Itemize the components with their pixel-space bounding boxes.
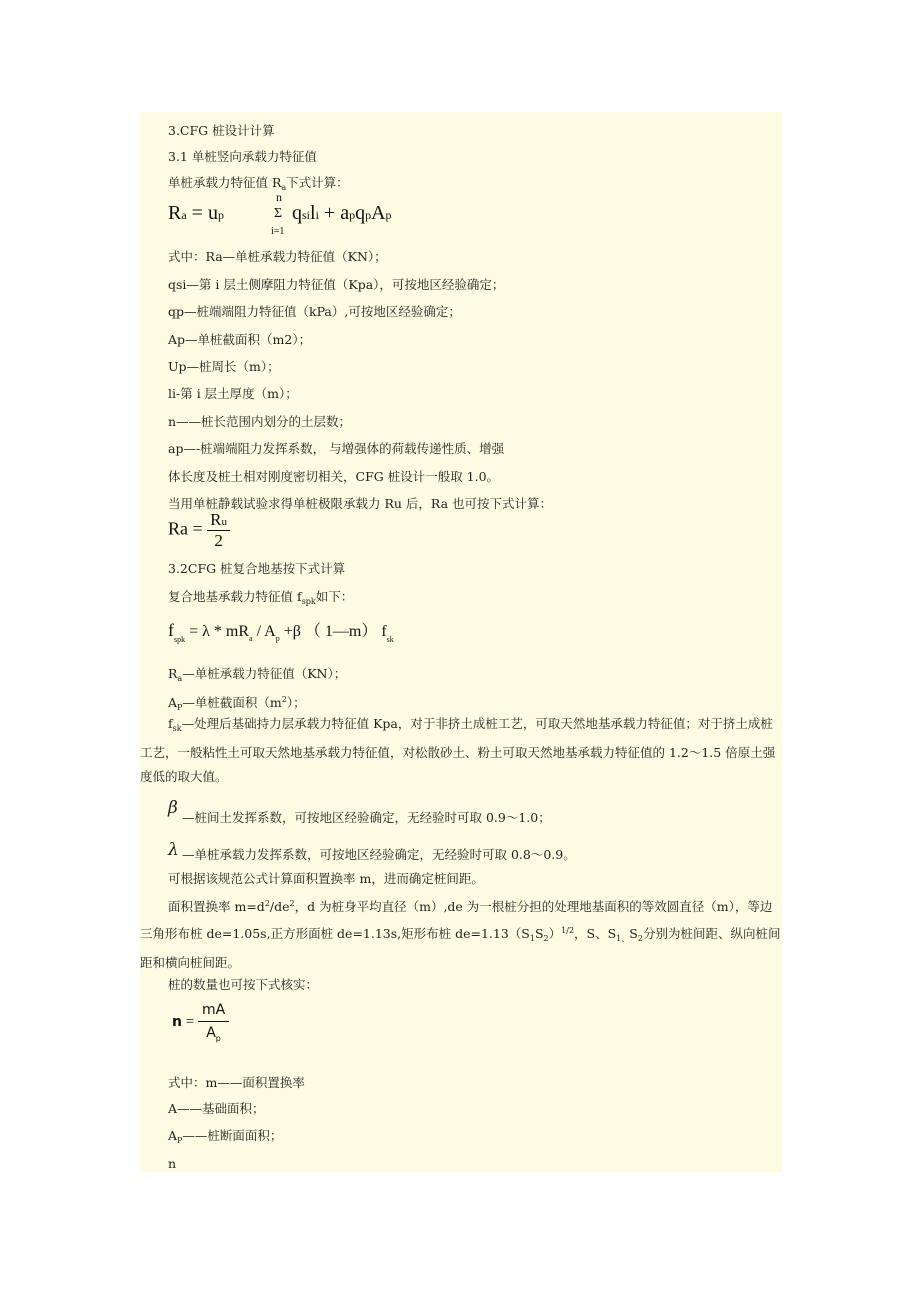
text-line: 当用单桩静载试验求得单桩极限承载力 Ru 后，Ra 也可按下式计算： bbox=[168, 496, 553, 511]
text-line: 复合地基承载力特征值 $f_{spk}$如下： bbox=[168, 589, 354, 606]
document-page: 3.CFG 桩设计计算 3.1 单桩竖向承载力特征值 单桩承载力特征值 $R_a$下式计算： Ra = up n Σ i=1 qsili + apqpAp 式中：Ra—单桩承载力特征值（KN）； qsi—第 i 层土侧摩阻力特征值（Kpa），可按地区经验确定； qp—桩端端阻力特征值（kPa）,可按地区经验确定； Ap—单桩截面积（m2）； Up—桩周长（m）； li-第 i 层土厚度（m）； n——桩长范围内划分的土层数； ap—-桩端端阻力发挥系数， 与增强体的荷载传递性质、增强 体长度及桩土相对刚度密切相关，CFG 桩设计一般取 1.0。 当用单桩静载试验求得单桩极限承载力 Ru 后，Ra 也可按下式计算： Ra = $\frac{Ru}{2}$ 3.2CFG 桩复合地基按下式计算 复合地基承载力特征值 $f_{spk}$如下： $f_{spk} = \lambda * mR_a / A_p +\beta$ （ 1—m） $f_{sk}$ $R_a—$单桩承载力特征值（KN）； $A_P—$单桩截面积$(m^2)$； $f_{sk}—$处理后基础持力层承载力特征值 Kpa，对于非挤土成桩工艺，可取天然地基承载力特征值；对于挤土成桩工艺，一般粘性土可取天然地基承载力特征值，对松散砂土、粉土可取天然地基承载力特征值的 1.2～1.5 倍原土强度低的取大值。 β —桩间土发挥系数，可按地区经验确定，无经验时可取 0.9～1.0； λ —单桩承载力发挥系数，可按地区经验确定，无经验时可取 0.8～0.9。 可根据该规范公式计算面积置换率 m，进而确定桩间距。 面积置换率 $m=d^2/de^2$，d 为桩身平均直径（m）,de 为一根桩分担的处理地基面积的等效圆直径（m），等边三角形布桩 de=1.05s,正方形面桩 de=1.13s,矩形布桩 $de=1.13(S_1S_2)^{1/2}$，S、$S_{1、}S_2$分别为桩间距、纵向桩间距和横向桩间距。 桩的数量也可按下式核实： n = $\frac{mA}{A_p}$ 式中：m——面积置换率 A——基础面积； $A_P——$桩断面面积； n bbox=[140, 112, 782, 1172]
section-heading-3-1: 3.1 单桩竖向承载力特征值 bbox=[168, 149, 317, 164]
def-n-2: n bbox=[168, 1156, 177, 1171]
text-line: 可根据该规范公式计算面积置换率 m，进而确定桩间距。 bbox=[168, 871, 484, 886]
def-n: n——桩长范围内划分的土层数； bbox=[168, 414, 352, 429]
text-line: 桩的数量也可按下式核实： bbox=[168, 977, 319, 992]
def-ap-2: $A_P—$单桩截面积$(m^2)$； bbox=[168, 695, 306, 712]
beta-symbol: β bbox=[168, 798, 178, 818]
def-lambda: —单桩承载力发挥系数，可按地区经验确定，无经验时可取 0.8～0.9。 bbox=[182, 847, 576, 862]
text-line: 单桩承载力特征值 $R_a$下式计算： bbox=[168, 175, 349, 192]
def-ap: Ap—单桩截面积（m2）； bbox=[168, 332, 312, 347]
def-ap-coef-cont: 体长度及桩土相对刚度密切相关，CFG 桩设计一般取 1.0。 bbox=[168, 469, 500, 484]
def-fsk-paragraph: $f_{sk}—$处理后基础持力层承载力特征值 Kpa，对于非挤土成桩工艺，可取天然地基承载力特征值；对于挤土成桩工艺，一般粘性土可取天然地基承载力特征值，对松散砂土、粉土可取天然地基承载力特征值的 1.2～1.5 倍原土强度低的取大值。 bbox=[140, 716, 776, 784]
def-ap-coef: ap—-桩端端阻力发挥系数， 与增强体的荷载传递性质、增强 bbox=[168, 441, 505, 456]
replacement-rate-paragraph: 面积置换率 $m=d^2/de^2$，d 为桩身平均直径（m）,de 为一根桩分担的处理地基面积的等效圆直径（m），等边三角形布桩 de=1.05s,正方形面桩 de=1.13s,矩形布桩 $de=1.13(S_1S_2)^{1/2}$，S、$S_{1、}S_2$分别为桩间距、纵向桩间距和横向桩间距。 bbox=[140, 899, 781, 970]
formula-fspk: $f_{spk} = \lambda * mR_a / A_p +\beta$ （ 1—m） $f_{sk}$ bbox=[168, 620, 394, 644]
def-li: li-第 i 层土厚度（m）； bbox=[168, 386, 298, 401]
def-beta: —桩间土发挥系数，可按地区经验确定，无经验时可取 0.9～1.0； bbox=[182, 810, 551, 825]
formula-ra-ru: Ra = $\frac{Ru}{2}$ bbox=[168, 510, 230, 551]
formula-n: n = $\frac{mA}{A_p}$ bbox=[172, 1002, 229, 1043]
section-heading-3: 3.CFG 桩设计计算 bbox=[168, 123, 275, 138]
def-qp: qp—桩端端阻力特征值（kPa）,可按地区经验确定； bbox=[168, 304, 461, 319]
def-ra: 式中：Ra—单桩承载力特征值（KN）； bbox=[168, 249, 387, 264]
section-heading-3-2: 3.2CFG 桩复合地基按下式计算 bbox=[168, 561, 346, 576]
def-ap-3: $A_P——$桩断面面积； bbox=[168, 1128, 283, 1145]
def-ra-2: $R_a—$单桩承载力特征值（KN）； bbox=[168, 666, 347, 683]
def-m: 式中：m——面积置换率 bbox=[168, 1075, 305, 1090]
lambda-symbol: λ bbox=[168, 840, 179, 860]
def-a: A——基础面积； bbox=[168, 1101, 265, 1116]
def-qsi: qsi—第 i 层土侧摩阻力特征值（Kpa），可按地区经验确定； bbox=[168, 277, 505, 292]
def-up: Up—桩周长（m）； bbox=[168, 359, 280, 374]
